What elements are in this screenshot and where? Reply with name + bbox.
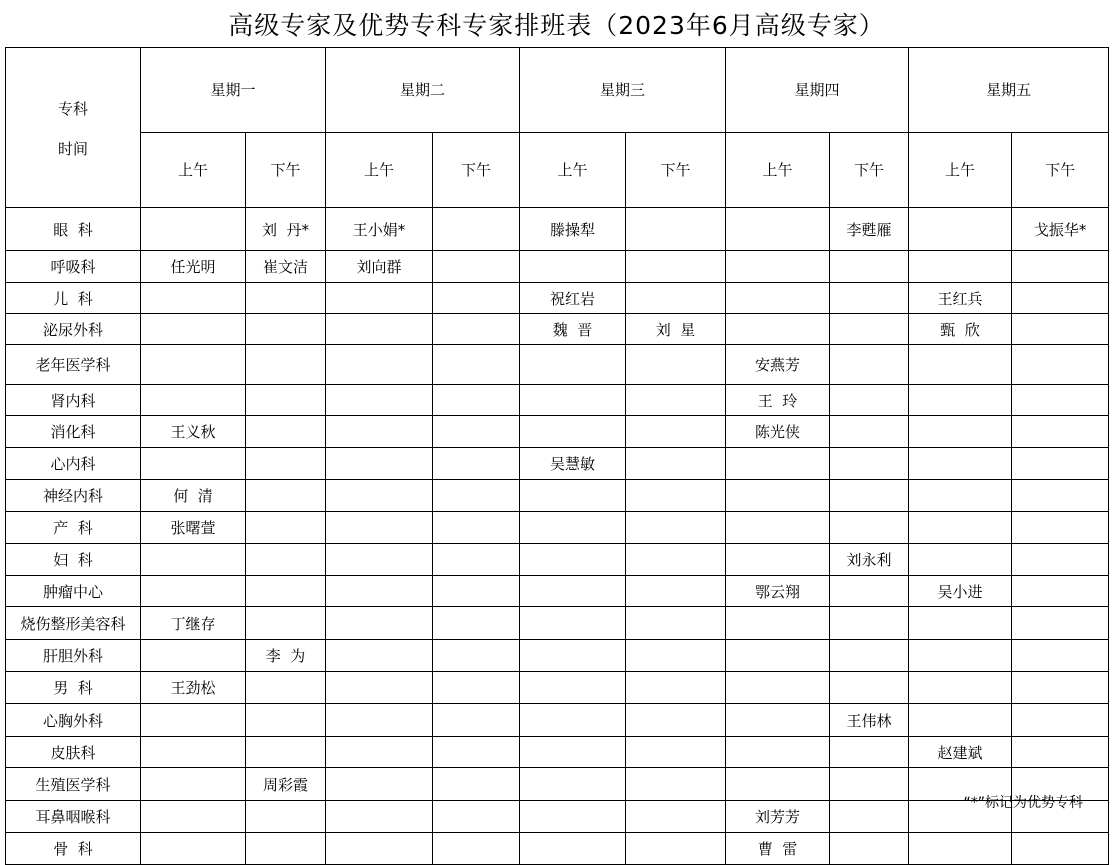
doctor-cell bbox=[909, 607, 1012, 640]
doctor-cell bbox=[520, 768, 626, 801]
doctor-cell bbox=[326, 801, 433, 833]
doctor-cell bbox=[246, 385, 326, 416]
dept-cell: 肝胆外科 bbox=[6, 640, 141, 672]
doctor-cell: 陈光侠 bbox=[726, 416, 830, 448]
doctor-cell bbox=[909, 448, 1012, 480]
doctor-cell bbox=[246, 480, 326, 512]
doctor-cell: 甄 欣 bbox=[909, 314, 1012, 345]
doctor-cell bbox=[141, 448, 246, 480]
header-row-days bbox=[6, 48, 1109, 133]
dept-cell: 眼 科 bbox=[6, 208, 141, 251]
doctor-cell bbox=[830, 251, 909, 283]
period-am: 上午 bbox=[326, 132, 433, 207]
doctor-cell bbox=[626, 544, 726, 576]
doctor-cell bbox=[326, 512, 433, 544]
doctor-cell: 周彩霞 bbox=[246, 768, 326, 801]
doctor-cell bbox=[726, 672, 830, 704]
doctor-cell bbox=[726, 208, 830, 251]
doctor-cell bbox=[433, 345, 520, 385]
doctor-cell bbox=[830, 480, 909, 512]
doctor-cell bbox=[1012, 704, 1109, 737]
period-pm: 下午 bbox=[626, 132, 726, 207]
doctor-cell bbox=[909, 640, 1012, 672]
doctor-cell bbox=[1012, 448, 1109, 480]
period-am: 上午 bbox=[909, 132, 1012, 207]
doctor-cell bbox=[909, 704, 1012, 737]
doctor-cell bbox=[246, 801, 326, 833]
table-row bbox=[6, 672, 1109, 704]
doctor-cell bbox=[830, 576, 909, 607]
corner-dept-label: 专科 bbox=[57, 100, 88, 118]
doctor-cell bbox=[520, 737, 626, 768]
doctor-cell bbox=[433, 737, 520, 768]
doctor-cell bbox=[1012, 416, 1109, 448]
doctor-cell: 曹 雷 bbox=[726, 833, 830, 865]
doctor-cell bbox=[433, 251, 520, 283]
dept-cell: 心内科 bbox=[6, 448, 141, 480]
doctor-cell bbox=[520, 576, 626, 607]
doctor-cell bbox=[326, 283, 433, 314]
doctor-cell bbox=[909, 345, 1012, 385]
doctor-cell bbox=[1012, 512, 1109, 544]
doctor-cell bbox=[246, 607, 326, 640]
table-row bbox=[6, 512, 1109, 544]
doctor-cell bbox=[626, 512, 726, 544]
doctor-cell bbox=[830, 314, 909, 345]
dept-cell: 骨 科 bbox=[6, 833, 141, 865]
day-header-fri: 星期五 bbox=[909, 48, 1109, 133]
doctor-cell bbox=[1012, 607, 1109, 640]
doctor-cell bbox=[433, 768, 520, 801]
doctor-cell bbox=[326, 768, 433, 801]
doctor-cell bbox=[433, 801, 520, 833]
doctor-cell: 王伟林 bbox=[830, 704, 909, 737]
doctor-cell bbox=[626, 448, 726, 480]
doctor-cell: 李甦雁 bbox=[830, 208, 909, 251]
dept-cell: 儿 科 bbox=[6, 283, 141, 314]
doctor-cell bbox=[830, 512, 909, 544]
doctor-cell bbox=[520, 385, 626, 416]
doctor-cell bbox=[626, 385, 726, 416]
doctor-cell: 戈振华* bbox=[1012, 208, 1109, 251]
table-row bbox=[6, 704, 1109, 737]
doctor-cell bbox=[141, 737, 246, 768]
doctor-cell bbox=[1012, 385, 1109, 416]
table-row bbox=[6, 314, 1109, 345]
doctor-cell bbox=[726, 448, 830, 480]
period-pm: 下午 bbox=[246, 132, 326, 207]
doctor-cell bbox=[626, 283, 726, 314]
table-row bbox=[6, 801, 1109, 833]
doctor-cell bbox=[326, 672, 433, 704]
doctor-cell bbox=[830, 416, 909, 448]
doctor-cell bbox=[520, 416, 626, 448]
page-title: 高级专家及优势专科专家排班表（2023年6月高级专家） bbox=[228, 11, 885, 40]
doctor-cell bbox=[141, 345, 246, 385]
doctor-cell bbox=[246, 833, 326, 865]
doctor-cell bbox=[433, 576, 520, 607]
doctor-cell bbox=[326, 704, 433, 737]
doctor-cell bbox=[326, 607, 433, 640]
doctor-cell bbox=[433, 416, 520, 448]
doctor-cell bbox=[726, 480, 830, 512]
doctor-cell bbox=[830, 385, 909, 416]
doctor-cell bbox=[626, 251, 726, 283]
doctor-cell bbox=[909, 833, 1012, 865]
doctor-cell bbox=[520, 480, 626, 512]
doctor-cell bbox=[141, 283, 246, 314]
table-row bbox=[6, 768, 1109, 801]
doctor-cell bbox=[830, 768, 909, 801]
period-am: 上午 bbox=[141, 132, 246, 207]
doctor-cell bbox=[433, 704, 520, 737]
doctor-cell: 刘 星 bbox=[626, 314, 726, 345]
doctor-cell bbox=[326, 448, 433, 480]
doctor-cell bbox=[1012, 314, 1109, 345]
doctor-cell bbox=[830, 640, 909, 672]
doctor-cell bbox=[433, 607, 520, 640]
dept-cell: 呼吸科 bbox=[6, 251, 141, 283]
doctor-cell: 何 清 bbox=[141, 480, 246, 512]
doctor-cell bbox=[626, 416, 726, 448]
doctor-cell bbox=[909, 672, 1012, 704]
doctor-cell: 祝红岩 bbox=[520, 283, 626, 314]
doctor-cell bbox=[830, 737, 909, 768]
doctor-cell bbox=[1012, 544, 1109, 576]
doctor-cell bbox=[726, 251, 830, 283]
doctor-cell bbox=[433, 833, 520, 865]
doctor-cell bbox=[626, 480, 726, 512]
dept-cell: 烧伤整形美容科 bbox=[6, 607, 141, 640]
doctor-cell bbox=[246, 576, 326, 607]
period-pm: 下午 bbox=[830, 132, 909, 207]
doctor-cell bbox=[141, 385, 246, 416]
doctor-cell bbox=[1012, 576, 1109, 607]
doctor-cell bbox=[830, 672, 909, 704]
day-header-mon: 星期一 bbox=[141, 48, 326, 133]
doctor-cell bbox=[246, 512, 326, 544]
doctor-cell bbox=[433, 544, 520, 576]
doctor-cell bbox=[246, 737, 326, 768]
period-pm: 下午 bbox=[433, 132, 520, 207]
doctor-cell bbox=[246, 345, 326, 385]
doctor-cell: 丁继存 bbox=[141, 607, 246, 640]
doctor-cell bbox=[141, 768, 246, 801]
doctor-cell: 王劲松 bbox=[141, 672, 246, 704]
table-row bbox=[6, 737, 1109, 768]
doctor-cell bbox=[626, 833, 726, 865]
doctor-cell bbox=[141, 704, 246, 737]
doctor-cell bbox=[1012, 283, 1109, 314]
doctor-cell: 王红兵 bbox=[909, 283, 1012, 314]
table-row bbox=[6, 448, 1109, 480]
day-header-thu: 星期四 bbox=[726, 48, 909, 133]
doctor-cell bbox=[626, 345, 726, 385]
doctor-cell bbox=[626, 640, 726, 672]
doctor-cell bbox=[433, 385, 520, 416]
doctor-cell bbox=[1012, 251, 1109, 283]
doctor-cell bbox=[520, 512, 626, 544]
dept-cell: 心胸外科 bbox=[6, 704, 141, 737]
doctor-cell: 王 玲 bbox=[726, 385, 830, 416]
dept-cell: 神经内科 bbox=[6, 480, 141, 512]
doctor-cell bbox=[909, 512, 1012, 544]
doctor-cell bbox=[726, 607, 830, 640]
table-row bbox=[6, 345, 1109, 385]
doctor-cell bbox=[1012, 640, 1109, 672]
dept-cell: 男 科 bbox=[6, 672, 141, 704]
table-row bbox=[6, 833, 1109, 865]
doctor-cell bbox=[141, 576, 246, 607]
doctor-cell: 王义秋 bbox=[141, 416, 246, 448]
doctor-cell bbox=[626, 208, 726, 251]
doctor-cell bbox=[246, 704, 326, 737]
doctor-cell bbox=[1012, 672, 1109, 704]
doctor-cell bbox=[433, 640, 520, 672]
doctor-cell bbox=[726, 768, 830, 801]
doctor-cell bbox=[326, 544, 433, 576]
doctor-cell bbox=[326, 345, 433, 385]
corner-time-label: 时间 bbox=[57, 140, 88, 158]
doctor-cell bbox=[433, 283, 520, 314]
schedule-body bbox=[6, 48, 1109, 865]
dept-cell: 泌尿外科 bbox=[6, 314, 141, 345]
doctor-cell: 崔文洁 bbox=[246, 251, 326, 283]
table-row bbox=[6, 385, 1109, 416]
table-row bbox=[6, 208, 1109, 251]
doctor-cell bbox=[1012, 737, 1109, 768]
doctor-cell bbox=[626, 704, 726, 737]
period-am: 上午 bbox=[726, 132, 830, 207]
period-am: 上午 bbox=[520, 132, 626, 207]
doctor-cell bbox=[520, 345, 626, 385]
doctor-cell bbox=[433, 672, 520, 704]
table-row bbox=[6, 283, 1109, 314]
doctor-cell bbox=[830, 833, 909, 865]
doctor-cell bbox=[520, 251, 626, 283]
doctor-cell bbox=[326, 480, 433, 512]
doctor-cell bbox=[520, 544, 626, 576]
doctor-cell bbox=[141, 544, 246, 576]
day-header-wed: 星期三 bbox=[520, 48, 726, 133]
doctor-cell bbox=[726, 737, 830, 768]
doctor-cell bbox=[909, 208, 1012, 251]
doctor-cell bbox=[141, 208, 246, 251]
table-row bbox=[6, 544, 1109, 576]
doctor-cell bbox=[433, 480, 520, 512]
doctor-cell bbox=[830, 345, 909, 385]
doctor-cell bbox=[520, 672, 626, 704]
legend-note: “*”标记为优势专科 bbox=[963, 795, 1083, 811]
doctor-cell bbox=[246, 544, 326, 576]
doctor-cell bbox=[726, 704, 830, 737]
doctor-cell: 王小娟* bbox=[326, 208, 433, 251]
doctor-cell bbox=[246, 314, 326, 345]
dept-cell: 消化科 bbox=[6, 416, 141, 448]
dept-cell: 肾内科 bbox=[6, 385, 141, 416]
doctor-cell: 赵建斌 bbox=[909, 737, 1012, 768]
doctor-cell: 吴慧敏 bbox=[520, 448, 626, 480]
doctor-cell: 鄂云翔 bbox=[726, 576, 830, 607]
doctor-cell bbox=[246, 448, 326, 480]
schedule-table bbox=[5, 47, 1109, 865]
doctor-cell: 张曙萱 bbox=[141, 512, 246, 544]
dept-cell: 老年医学科 bbox=[6, 345, 141, 385]
doctor-cell bbox=[326, 416, 433, 448]
doctor-cell bbox=[433, 314, 520, 345]
day-header-tue: 星期二 bbox=[326, 48, 520, 133]
doctor-cell bbox=[830, 607, 909, 640]
doctor-cell bbox=[520, 833, 626, 865]
doctor-cell bbox=[626, 672, 726, 704]
header-row-periods bbox=[6, 132, 1109, 207]
dept-cell: 皮肤科 bbox=[6, 737, 141, 768]
period-pm: 下午 bbox=[1012, 132, 1109, 207]
doctor-cell bbox=[830, 283, 909, 314]
doctor-cell bbox=[726, 314, 830, 345]
table-row bbox=[6, 576, 1109, 607]
doctor-cell: 刘芳芳 bbox=[726, 801, 830, 833]
doctor-cell bbox=[1012, 833, 1109, 865]
doctor-cell: 任光明 bbox=[141, 251, 246, 283]
doctor-cell bbox=[1012, 480, 1109, 512]
dept-cell: 生殖医学科 bbox=[6, 768, 141, 801]
doctor-cell bbox=[141, 314, 246, 345]
doctor-cell bbox=[520, 801, 626, 833]
doctor-cell: 刘 丹* bbox=[246, 208, 326, 251]
doctor-cell: 刘向群 bbox=[326, 251, 433, 283]
doctor-cell: 安燕芳 bbox=[726, 345, 830, 385]
dept-cell: 肿瘤中心 bbox=[6, 576, 141, 607]
doctor-cell bbox=[726, 283, 830, 314]
doctor-cell bbox=[726, 512, 830, 544]
doctor-cell bbox=[909, 480, 1012, 512]
doctor-cell bbox=[909, 416, 1012, 448]
doctor-cell: 滕操犁 bbox=[520, 208, 626, 251]
doctor-cell bbox=[433, 208, 520, 251]
doctor-cell bbox=[246, 672, 326, 704]
doctor-cell bbox=[433, 512, 520, 544]
doctor-cell bbox=[726, 544, 830, 576]
doctor-cell bbox=[520, 640, 626, 672]
doctor-cell bbox=[909, 385, 1012, 416]
dept-cell: 耳鼻咽喉科 bbox=[6, 801, 141, 833]
doctor-cell bbox=[626, 576, 726, 607]
table-row bbox=[6, 640, 1109, 672]
doctor-cell bbox=[326, 640, 433, 672]
doctor-cell bbox=[326, 576, 433, 607]
table-row bbox=[6, 251, 1109, 283]
doctor-cell bbox=[433, 448, 520, 480]
doctor-cell bbox=[326, 833, 433, 865]
doctor-cell bbox=[830, 448, 909, 480]
doctor-cell bbox=[626, 607, 726, 640]
doctor-cell bbox=[246, 416, 326, 448]
doctor-cell bbox=[830, 801, 909, 833]
doctor-cell bbox=[326, 314, 433, 345]
doctor-cell bbox=[726, 640, 830, 672]
table-row bbox=[6, 416, 1109, 448]
table-row bbox=[6, 607, 1109, 640]
dept-cell: 妇 科 bbox=[6, 544, 141, 576]
doctor-cell: 魏 晋 bbox=[520, 314, 626, 345]
doctor-cell bbox=[626, 737, 726, 768]
doctor-cell bbox=[246, 283, 326, 314]
doctor-cell bbox=[520, 607, 626, 640]
doctor-cell bbox=[326, 737, 433, 768]
corner-cell bbox=[6, 48, 141, 208]
doctor-cell: 吴小进 bbox=[909, 576, 1012, 607]
doctor-cell bbox=[326, 385, 433, 416]
doctor-cell bbox=[909, 251, 1012, 283]
doctor-cell bbox=[141, 801, 246, 833]
dept-cell: 产 科 bbox=[6, 512, 141, 544]
doctor-cell: 李 为 bbox=[246, 640, 326, 672]
doctor-cell bbox=[141, 640, 246, 672]
doctor-cell bbox=[141, 833, 246, 865]
doctor-cell bbox=[520, 704, 626, 737]
doctor-cell bbox=[626, 801, 726, 833]
doctor-cell bbox=[909, 544, 1012, 576]
doctor-cell bbox=[1012, 345, 1109, 385]
doctor-cell bbox=[626, 768, 726, 801]
doctor-cell: 刘永利 bbox=[830, 544, 909, 576]
table-row bbox=[6, 480, 1109, 512]
